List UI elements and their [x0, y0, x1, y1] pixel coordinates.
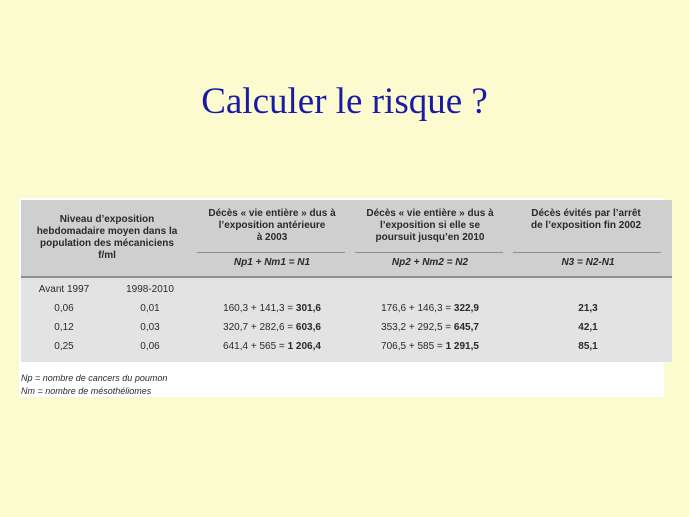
header-deaths-until-2010: Décès « vie entière » dus à l’exposition si elle se poursuit jusqu’en 2010 — [366, 208, 494, 243]
table-cell: 0,12 — [54, 322, 74, 333]
table-body — [21, 200, 672, 362]
table-notes — [21, 372, 167, 398]
slide-title: Calculer le risque ? — [201, 81, 488, 122]
header-divider — [21, 276, 672, 278]
note-nm: Nm = nombre de mésothéliomes — [21, 386, 152, 396]
formula-col2: Np1 + Nm1 = N1 — [233, 257, 311, 268]
table-cell: 0,03 — [140, 322, 160, 333]
table-cell: 0,06 — [140, 341, 160, 352]
formula-rule-col2 — [197, 252, 345, 253]
note-np: Np = nombre de cancers du poumon — [21, 373, 168, 383]
table-cell: 706,5 + 585 = 1 291,5 — [381, 341, 479, 352]
header-exposure-level: Niveau d’exposition hebdomadaire moyen dans la population des mécaniciens f/ml — [36, 214, 178, 261]
data-table — [19, 198, 664, 397]
subheader-before-1997: Avant 1997 — [38, 284, 90, 295]
table-cell: 353,2 + 292,5 = 645,7 — [381, 322, 479, 333]
table-cell: 641,4 + 565 = 1 206,4 — [223, 341, 321, 352]
table-cell: 0,06 — [54, 303, 74, 314]
formula-rule-col3 — [355, 252, 503, 253]
formula-rule-col4 — [513, 252, 661, 253]
table-cell: 176,6 + 146,3 = 322,9 — [381, 303, 479, 314]
table-cell: 21,3 — [578, 303, 598, 314]
header-deaths-avoided: Décès évités par l’arrêt de l’exposition fin 2002 — [530, 208, 642, 231]
formula-col4: N3 = N2-N1 — [561, 257, 615, 268]
table-cell: 320,7 + 282,6 = 603,6 — [223, 322, 321, 333]
table-cell: 160,3 + 141,3 = 301,6 — [223, 303, 321, 314]
formula-col3: Np2 + Nm2 = N2 — [391, 257, 469, 268]
table-cell: 85,1 — [578, 341, 598, 352]
table-cell: 0,01 — [140, 303, 160, 314]
header-deaths-before-2003: Décès « vie entière » dus à l’exposition antérieure à 2003 — [208, 208, 336, 243]
subheader-1998-2010: 1998-2010 — [126, 284, 174, 295]
table-cell: 42,1 — [578, 322, 598, 333]
table-cell: 0,25 — [54, 341, 74, 352]
